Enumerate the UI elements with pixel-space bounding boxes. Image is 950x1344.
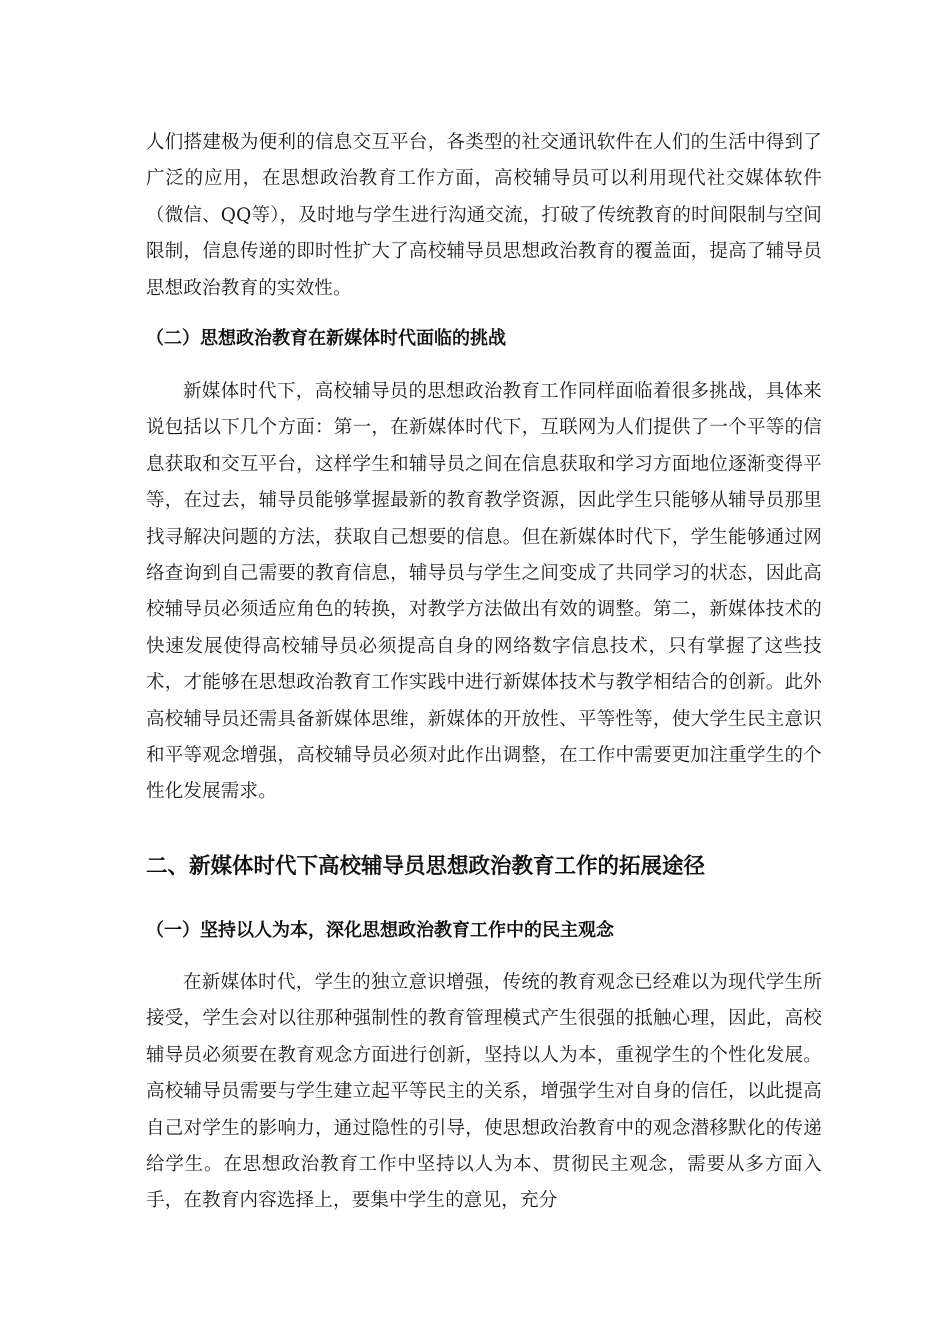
chapter-heading-expansion-paths: 二、新媒体时代下高校辅导员思想政治教育工作的拓展途径 xyxy=(146,854,706,879)
paragraph-challenges: 新媒体时代下，高校辅导员的思想政治教育工作同样面临着很多挑战，具体来说包括以下几个方面：第一，在新媒体时代下，互联网为人们提供了一个平等的信息获取和交互平台，这样学生和辅导员之间在信息获取和学习方面地位逐渐变得平等，在过去，辅导员能够掌握最新的教育教学资源，因此学生只能够从辅导员那里找寻解决问题的方法，获取自己想要的信息。但在新媒体时代下，学生能够通过网络查询到自己需要的教育信息，辅导员与学生之间变成了共同学习的状态，因此高校辅导员必须适应角色的转换，对教学方法做出有效的调整。第二，新媒体技术的快速发展使得高校辅导员必须提高自身的网络数字信息技术，只有掌握了这些技术，才能够在思想政治教育工作实践中进行新媒体技术与教学相结合的创新。此外高校辅导员还需具备新媒体思维，新媒体的开放性、平等性等，使大学生民主意识和平等观念增强，高校辅导员必须对此作出调整，在工作中需要更加注重学生的个性化发展需求。 xyxy=(146,381,822,803)
paragraph-media-platform: 人们搭建极为便利的信息交互平台，各类型的社交通讯软件在人们的生活中得到了广泛的应用，在思想政治教育工作方面，高校辅导员可以利用现代社交媒体软件（微信、QQ等），及时地与学生进行沟通交流，打破了传统教育的时间限制与空间限制，信息传递的即时性扩大了高校辅导员思想政治教育的覆盖面，提高了辅导员思想政治教育的实效性。 xyxy=(146,132,822,299)
paragraph-people-oriented: 在新媒体时代，学生的独立意识增强，传统的教育观念已经难以为现代学生所接受，学生会对以往那种强制性的教育管理模式产生很强的抵触心理，因此，高校辅导员必须要在教育观念方面进行创新，坚持以人为本，重视学生的个性化发展。高校辅导员需要与学生建立起平等民主的关系，增强学生对自身的信任，以此提高自己对学生的影响力，通过隐性的引导，使思想政治教育中的观念潜移默化的传递给学生。在思想政治教育工作中坚持以人为本、贯彻民主观念，需要从多方面入手，在教育内容选择上，要集中学生的意见，充分 xyxy=(146,972,822,1212)
section-heading-challenges: （二）思想政治教育在新媒体时代面临的挑战 xyxy=(146,328,506,349)
section-heading-people-oriented: （一）坚持以人为本，深化思想政治教育工作中的民主观念 xyxy=(146,920,614,941)
